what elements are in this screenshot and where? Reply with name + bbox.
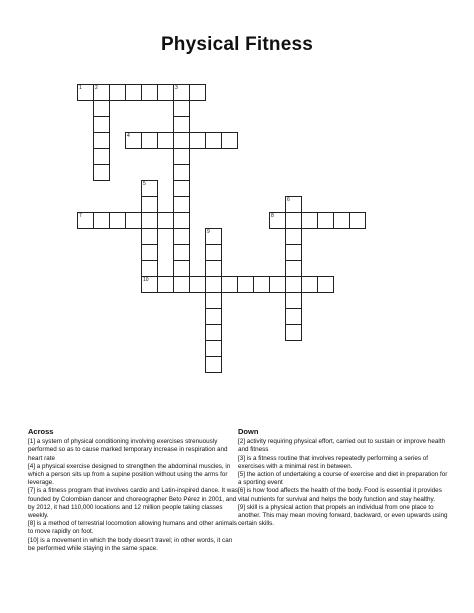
grid-cell[interactable] [205,308,222,325]
grid-cell[interactable] [189,84,206,101]
puzzle-title: Physical Fitness [160,34,314,55]
grid-cell[interactable] [125,212,142,229]
grid-cell[interactable] [317,276,334,293]
grid-cell[interactable] [93,84,110,101]
clue-number: 1 [79,85,82,91]
grid-cell[interactable] [141,244,158,261]
grid-cell[interactable] [285,260,302,277]
grid-cell[interactable] [205,276,222,293]
grid-cell[interactable] [109,84,126,101]
down-clue-5: [5] the action of undertaking a course of exercise and diet in preparation for a sporting event [238,471,448,487]
down-heading: Down [238,427,259,436]
grid-cell[interactable] [173,228,190,245]
grid-cell[interactable] [173,164,190,181]
grid-cell[interactable] [93,132,110,149]
clue-number: 4 [127,133,130,139]
grid-cell[interactable] [349,212,366,229]
grid-cell[interactable] [93,164,110,181]
grid-cell[interactable] [173,212,190,229]
grid-cell[interactable] [125,84,142,101]
clue-number: 2 [95,85,98,91]
grid-cell[interactable] [77,212,94,229]
grid-cell[interactable] [189,132,206,149]
grid-cell[interactable] [237,276,254,293]
clue-number: 10 [143,277,149,283]
grid-cell[interactable] [173,260,190,277]
grid-cell[interactable] [157,84,174,101]
grid-cell[interactable] [157,276,174,293]
grid-cell[interactable] [205,292,222,309]
clue-number: 7 [79,213,82,219]
grid-cell[interactable] [285,276,302,293]
across-clue-4: [4] a physical exercise designed to strengthen the abdominal muscles, in which a person sits up from a supine position without using the arms for leverage. [28,462,231,487]
grid-cell[interactable] [93,116,110,133]
grid-cell[interactable] [285,228,302,245]
grid-cell[interactable] [173,132,190,149]
grid-cell[interactable] [93,148,110,165]
grid-cell[interactable] [285,324,302,341]
clue-number: 5 [143,181,146,187]
grid-cell[interactable] [205,132,222,149]
grid-cell[interactable] [125,132,142,149]
grid-cell[interactable] [141,212,158,229]
grid-cell[interactable] [141,132,158,149]
grid-cell[interactable] [173,148,190,165]
grid-cell[interactable] [173,276,190,293]
grid-cell[interactable] [205,244,222,261]
grid-cell[interactable] [173,116,190,133]
grid-cell[interactable] [173,180,190,197]
grid-cell[interactable] [141,228,158,245]
grid-cell[interactable] [285,244,302,261]
grid-cell[interactable] [269,212,286,229]
clue-number: 8 [271,213,274,219]
down-clue-3: [3] is a fitness routine that involves repeatedly performing a series of exercises with a minimal rest in between. [238,454,429,470]
grid-cell[interactable] [141,196,158,213]
grid-cell[interactable] [205,228,222,245]
grid-cell[interactable] [317,212,334,229]
grid-cell[interactable] [301,212,318,229]
grid-cell[interactable] [205,260,222,277]
grid-cell[interactable] [173,244,190,261]
grid-cell[interactable] [173,84,190,101]
across-heading: Across [28,427,54,436]
grid-cell[interactable] [333,212,350,229]
grid-cell[interactable] [141,180,158,197]
grid-cell[interactable] [173,100,190,117]
across-clue-10: [10] is a movement in which the body doesn't travel; in other words, it can be performed while staying in the same space. [28,536,233,552]
clue-number: 9 [207,229,210,235]
grid-cell[interactable] [157,212,174,229]
across-clues [28,428,238,553]
grid-cell[interactable] [93,212,110,229]
grid-cell[interactable] [221,276,238,293]
clue-number: 6 [287,197,290,203]
grid-cell[interactable] [221,132,238,149]
grid-cell[interactable] [141,260,158,277]
grid-cell[interactable] [205,324,222,341]
across-clue-7: [7] is a fitness program that involves cardio and Latin-inspired dance. It was founded by Colombian dancer and choreographer Beto Pérez in 2001, and by 2012, it had 110,000 locations and 12 million people taking classes weekly. [28,487,239,520]
clue-number: 3 [175,85,178,91]
down-clue-2: [2] activity requiring physical effort, carried out to sustain or improve health and fitness [238,438,446,454]
down-clues [238,428,450,528]
grid-cell[interactable] [269,276,286,293]
grid-cell[interactable] [109,212,126,229]
grid-cell[interactable] [253,276,270,293]
down-clue-9: [9] skill is a physical action that propels an individual from one place to another. This may mean moving forward, backward, or even upwards using certain skills. [238,503,448,528]
grid-cell[interactable] [189,276,206,293]
down-clue-6: [6] is how food affects the health of the body. Food is essential it provides vital nutrients for survival and helps the body function and stay healthy. [238,487,442,503]
grid-cell[interactable] [285,308,302,325]
grid-cell[interactable] [285,292,302,309]
grid-cell[interactable] [157,132,174,149]
grid-cell[interactable] [205,356,222,373]
grid-cell[interactable] [77,84,94,101]
grid-cell[interactable] [205,340,222,357]
grid-cell[interactable] [93,100,110,117]
grid-cell[interactable] [285,196,302,213]
grid-cell[interactable] [141,84,158,101]
grid-cell[interactable] [141,276,158,293]
across-clue-1: [1] a system of physical conditioning involving exercises strenuously performed so as to cause marked temporary increase in respiration and heart rate [28,438,228,462]
across-clue-8: [8] is a method of terrestrial locomotion allowing humans and other animals to move rapidly on foot. [28,520,237,536]
grid-cell[interactable] [285,212,302,229]
grid-cell[interactable] [301,276,318,293]
grid-cell[interactable] [173,196,190,213]
